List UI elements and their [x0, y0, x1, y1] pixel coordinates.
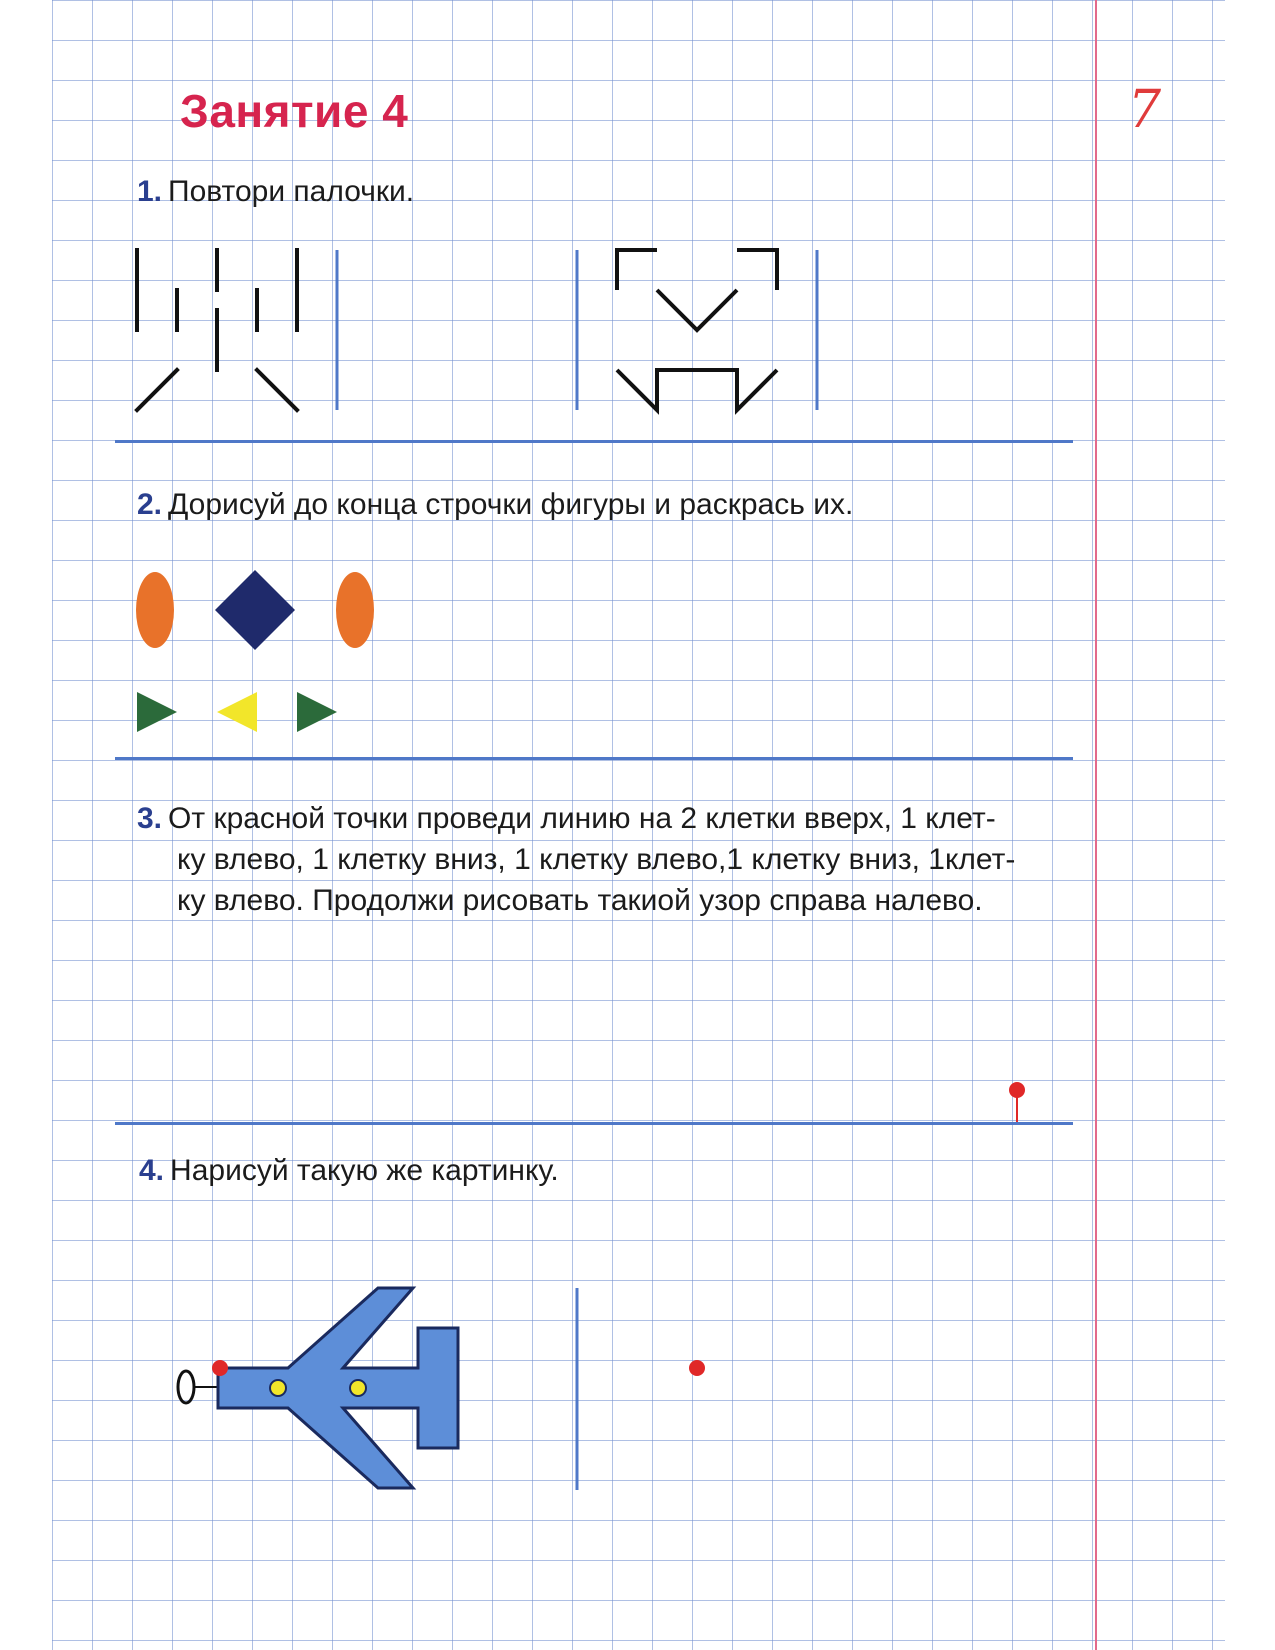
- stick: [257, 370, 297, 410]
- task-4-number: 4.: [139, 1154, 165, 1187]
- corner-stick: [737, 250, 777, 290]
- stick: [137, 370, 177, 410]
- corner-stick: [617, 250, 657, 290]
- task-2-number: 2.: [137, 488, 163, 521]
- bottom-stick: [617, 370, 777, 410]
- green-triangle: [137, 692, 177, 732]
- task-3-red-dot: [1009, 1082, 1025, 1098]
- task-2-text: Дорисуй до конца строчки фигуры и раскрась их.: [168, 488, 854, 521]
- task-4-start-dot: [689, 1360, 705, 1376]
- navy-diamond: [215, 570, 295, 650]
- task-1-number: 1.: [137, 175, 163, 208]
- green-triangle: [297, 692, 337, 732]
- page-number: 7: [1128, 80, 1162, 140]
- lesson-title: Занятие 4: [180, 85, 409, 137]
- orange-oval: [336, 572, 374, 648]
- airplane-red-dot: [212, 1360, 228, 1376]
- airplane-window: [270, 1380, 286, 1396]
- task-3-line-1: От красной точки проведи линию на 2 клетки вверх, 1 клет-: [168, 802, 996, 835]
- task-1-stick-pattern-a: [137, 250, 297, 410]
- task-1-stick-pattern-b: [617, 250, 777, 410]
- airplane-window: [350, 1380, 366, 1396]
- task-3-line-3: ку влево. Продолжи рисовать такиой узор справа налево.: [177, 884, 983, 917]
- task-1-text: Повтори палочки.: [168, 175, 415, 208]
- airplane-body: [218, 1288, 458, 1488]
- task-3-line-2: ку влево, 1 клетку вниз, 1 клетку влево,1 клетку вниз, 1клет-: [177, 843, 1016, 876]
- yellow-triangle: [217, 692, 257, 732]
- propeller: [178, 1371, 194, 1403]
- task-3-number: 3.: [137, 802, 163, 835]
- orange-oval: [136, 572, 174, 648]
- task-4-text: Нарисуй такую же картинку.: [170, 1154, 559, 1187]
- v-stick: [657, 290, 737, 330]
- airplane-picture: [178, 1288, 458, 1488]
